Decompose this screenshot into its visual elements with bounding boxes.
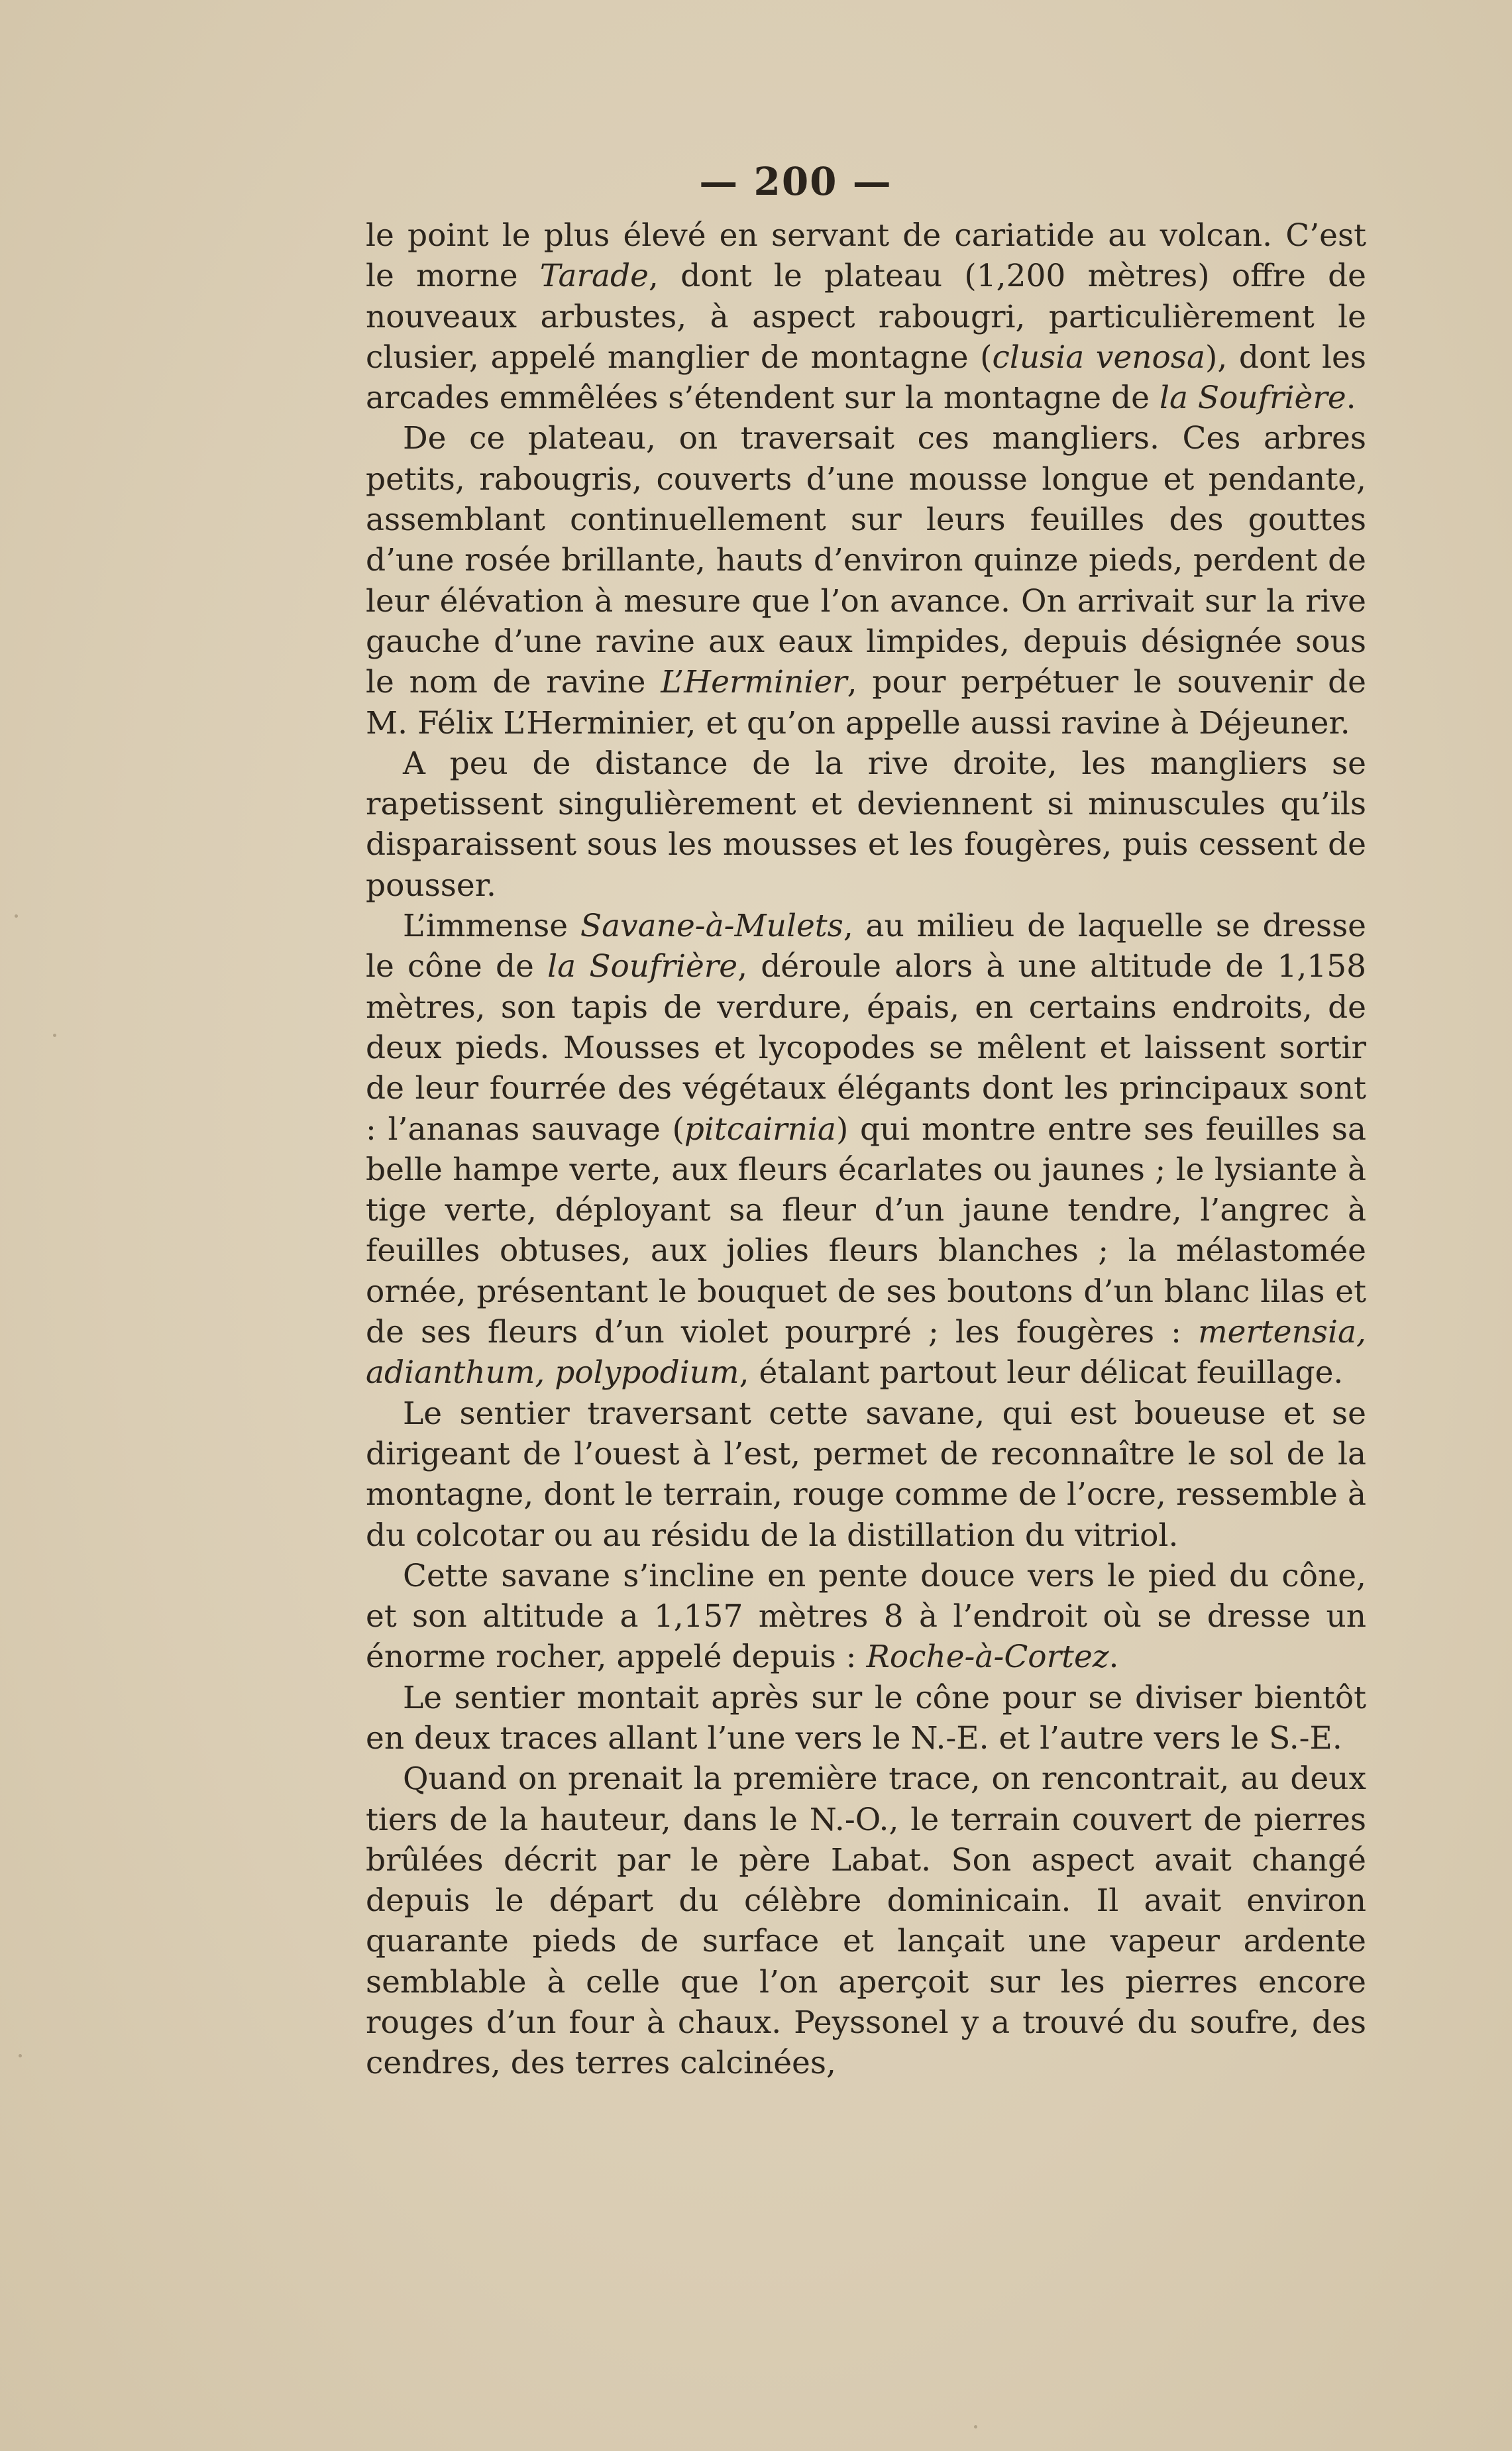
paragraph	[366, 906, 1366, 1393]
text-run: , déroule alors à une altitude de 1,158 mètres, son tapis de verdure, épais, en certains endroits, de deux pieds. Mousses et lycopodes se mêlent et laissent sortir de leur fourrée des végétaux élégants dont les principaux sont : l’ananas sauvage (	[366, 948, 1367, 1148]
paragraph	[366, 743, 1366, 906]
italic-term: pitcairnia	[684, 1111, 836, 1148]
text-run: .	[1108, 1639, 1119, 1676]
text-run: L’immense	[403, 908, 580, 945]
paragraph	[366, 1556, 1366, 1678]
page-number: — 200 —	[699, 159, 892, 204]
text-run: , au milieu de laquelle se dresse le cône de	[366, 908, 1366, 985]
paragraph	[366, 215, 1366, 418]
italic-term: Tarade	[539, 258, 649, 295]
paper-speck	[53, 1034, 56, 1037]
text-run: le point le plus élevé en servant de cariatide au volcan. C’est le morne	[366, 217, 1366, 295]
text-run: Quand on prenait la première trace, on rencontrait, au deux tiers de la hauteur, dans le N.-O., le terrain couvert de pierres brûlées décrit par le père Labat. Son aspect avait changé depuis le départ du célèbre dominicain. Il avait environ quarante pieds de surface et lançait une vapeur ardente semblable à celle que l’on aperçoit sur les pierres encore rouges d’un four à chaux. Peyssonel y a trouvé du soufre, des cendres, des terres calcinées,	[366, 1761, 1366, 2082]
text-run: , étalant partout leur délicat feuillage.	[739, 1354, 1344, 1391]
text-run: De ce plateau, on traversait ces mangliers. Ces arbres petits, rabougris, couverts d’une mousse longue et pendante, assemblant continuellement sur leurs feuilles des gouttes d’une rosée brillante, hauts d’environ quinze pieds, perdent de leur élévation à mesure que l’on avance. On arrivait sur la rive gauche d’une ravine aux eaux limpides, depuis désignée sous le nom de ravine	[366, 420, 1366, 701]
paragraph	[366, 1759, 1366, 2083]
text-run: A peu de distance de la rive droite, les mangliers se rapetissent singulièrement et deviennent si minuscules qu’ils disparaissent sous les mousses et les fougères, puis cessent de pousser.	[366, 745, 1366, 904]
text-run: ) qui montre entre ses feuilles sa belle hampe verte, aux fleurs écarlates ou jaunes ; le lysiante à tige verte, déployant sa fleur d’un jaune tendre, l’angrec à feuilles obtuses, aux jolies fleurs blanches ; la mélastomée ornée, présentant le bouquet de ses boutons d’un blanc lilas et de ses fleurs d’un violet pourpré ; les fougères :	[366, 1111, 1366, 1351]
text-run: , pour perpétuer le souvenir de M. Félix L’Herminier, et qu’on appelle aussi ravine à Déjeuner.	[366, 664, 1366, 741]
italic-term: la Soufrière	[1159, 380, 1346, 417]
text-run: , dont le plateau (1,200 mètres) offre de nouveaux arbustes, à aspect rabougri, particulièrement le clusier, appelé manglier de montagne (	[366, 258, 1366, 376]
italic-term: Savane-à-Mulets	[580, 908, 843, 945]
paragraph	[366, 1393, 1366, 1556]
text-run: Le sentier montait après sur le cône pour se diviser bientôt en deux traces allant l’une vers le N.-E. et l’autre vers le S.-E.	[366, 1679, 1366, 1757]
paragraph	[366, 418, 1366, 743]
body-text	[366, 215, 1366, 2084]
italic-term: clusia venosa	[992, 339, 1205, 376]
paper-speck	[19, 2054, 22, 2057]
italic-term: la Soufrière	[547, 948, 738, 985]
text-run: Le sentier traversant cette savane, qui est boueuse et se dirigeant de l’ouest à l’est, permet de reconnaître le sol de la montagne, dont le terrain, rouge comme de l’ocre, ressemble à du colcotar ou au résidu de la distillation du vitriol.	[366, 1395, 1366, 1554]
text-run: .	[1346, 380, 1356, 417]
text-run: Cette savane s’incline en pente douce vers le pied du cône, et son altitude a 1,157 mètres 8 à l’endroit où se dresse un énorme rocher, appelé depuis :	[366, 1557, 1366, 1676]
text-run: ), dont les arcades emmêlées s’étendent sur la montagne de	[366, 339, 1366, 417]
paper-speck	[15, 914, 18, 918]
italic-term: L’Herminier	[661, 664, 847, 701]
italic-term: mertensia, adianthum, polypodium	[366, 1314, 1366, 1391]
paper-speck	[974, 2425, 977, 2428]
italic-term: Roche-à-Cortez	[866, 1639, 1109, 1676]
paragraph	[366, 1678, 1366, 1759]
